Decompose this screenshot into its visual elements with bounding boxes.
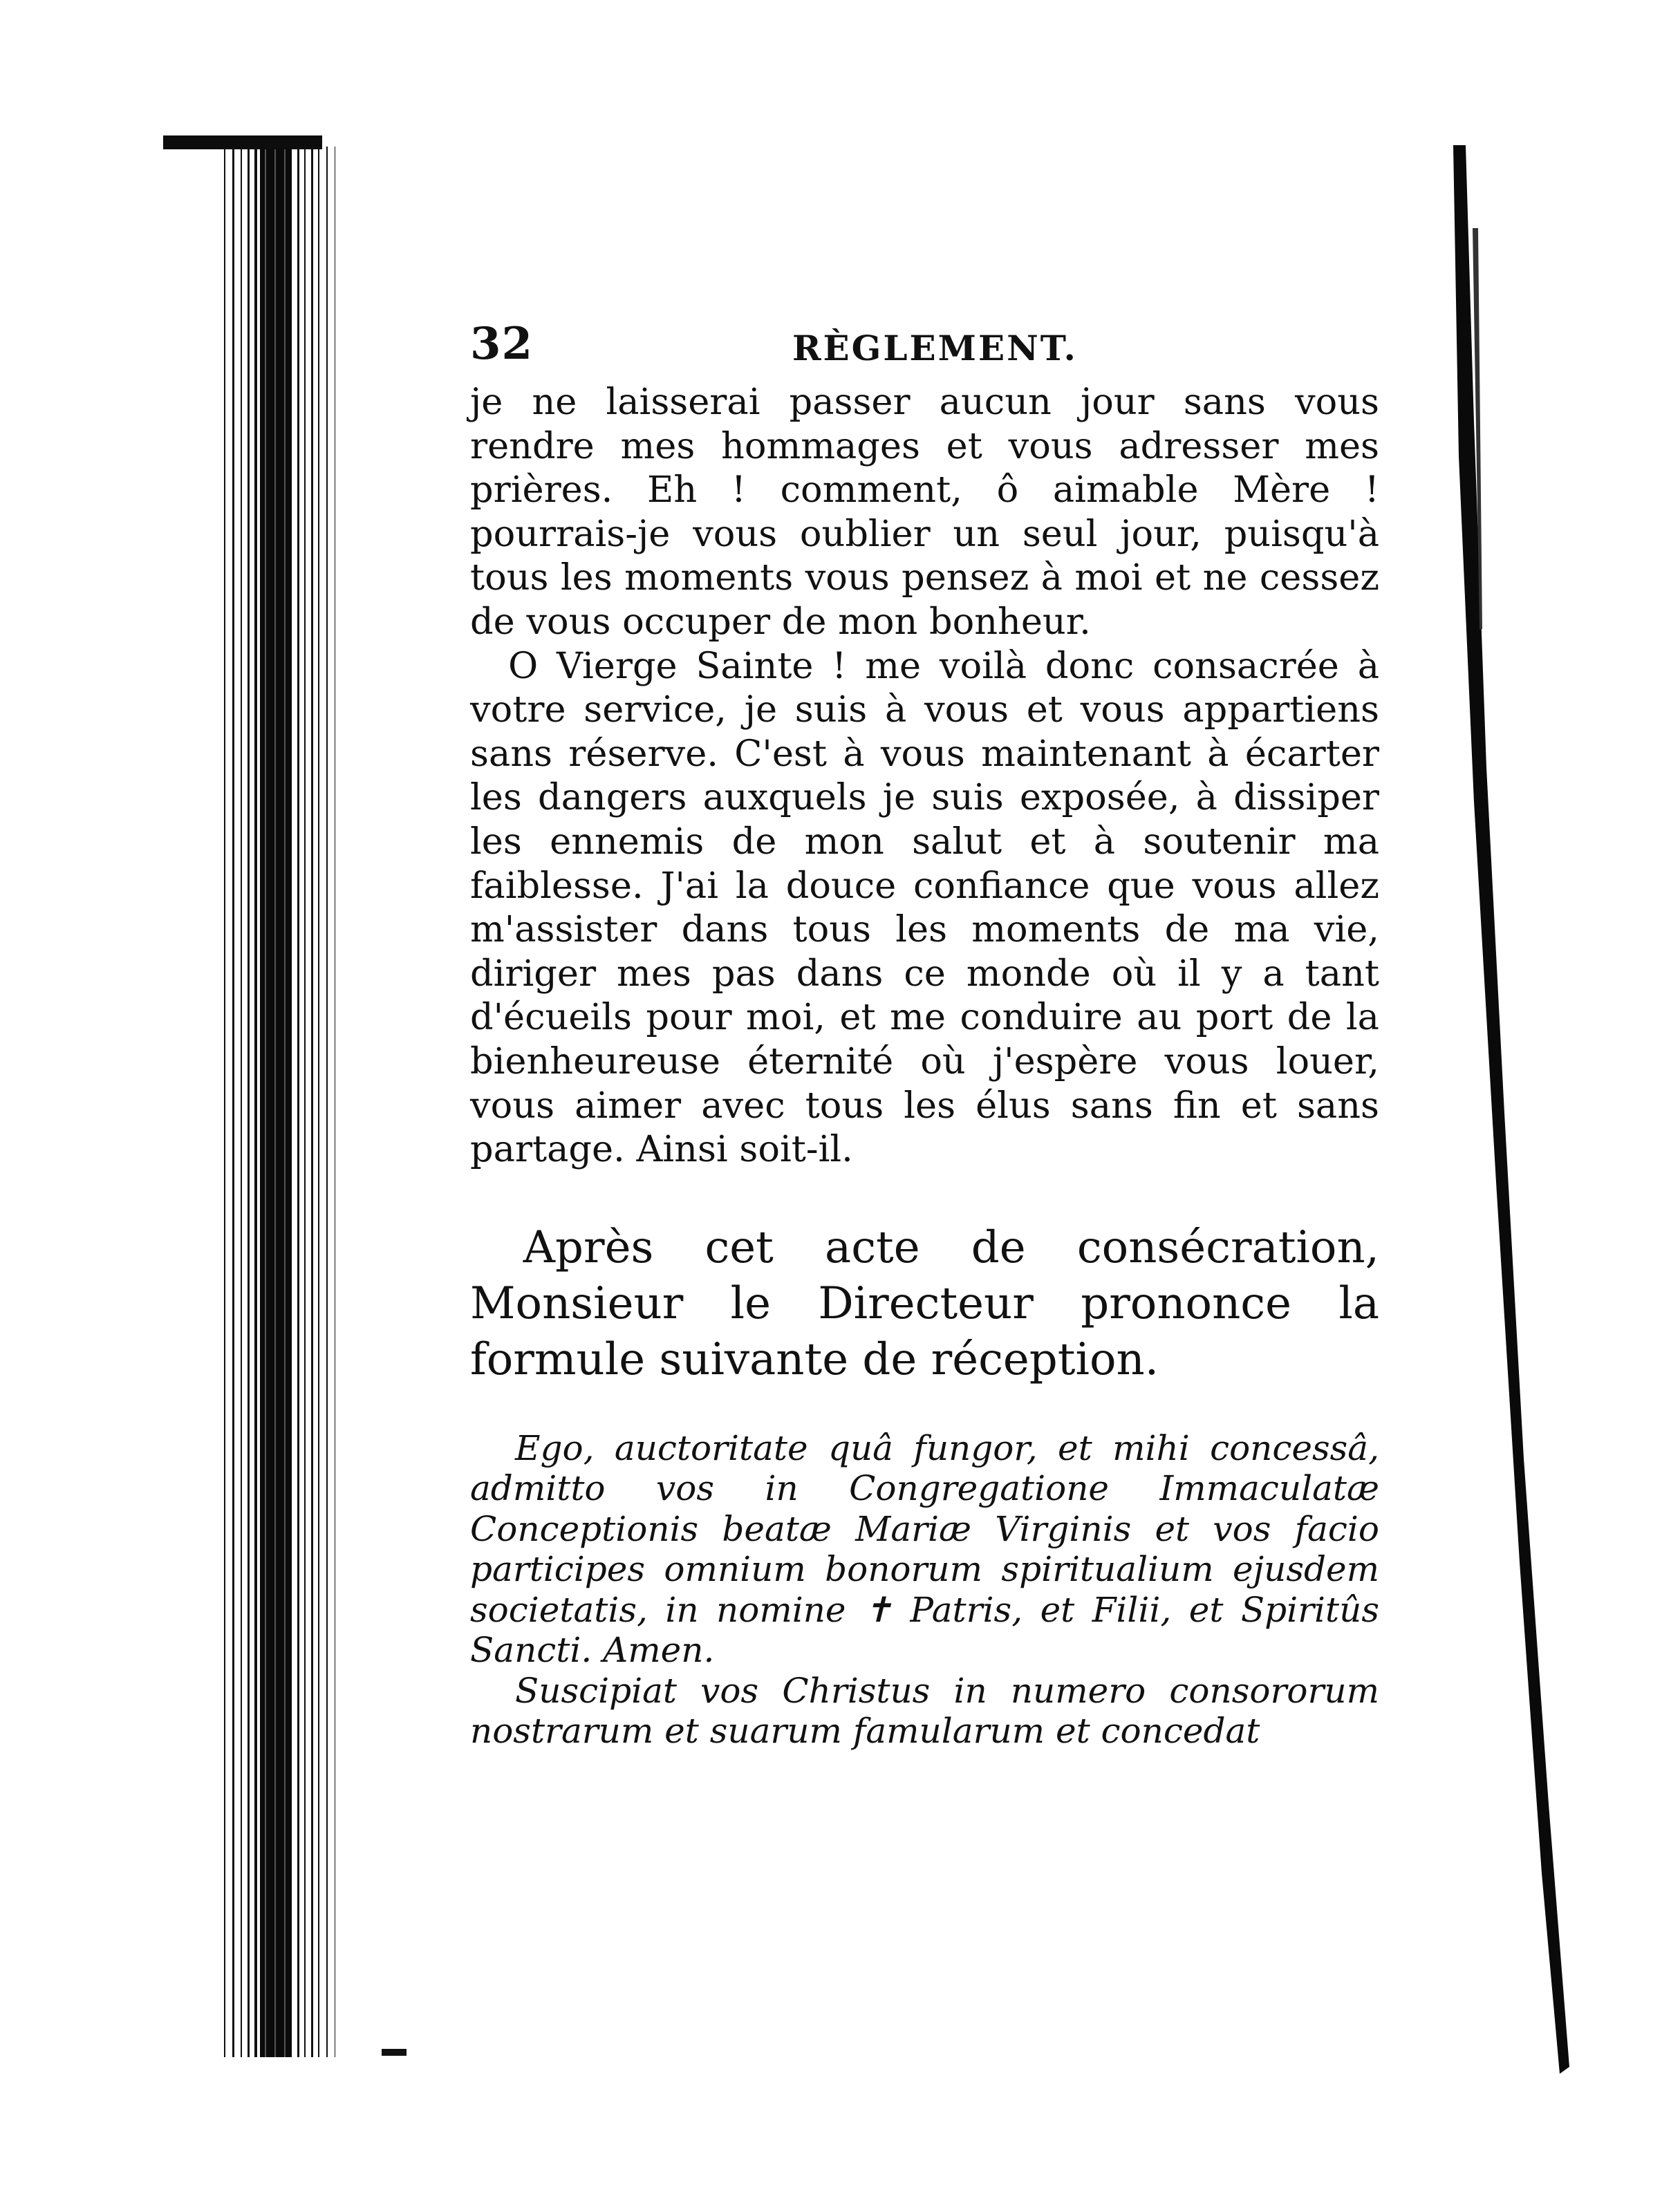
page-edge-line <box>254 147 257 2057</box>
bottom-ink-mark <box>382 2049 407 2056</box>
page-edge-line <box>326 147 328 2057</box>
latin-paragraph: Ego, auctoritate quâ fungor, et mihi concessâ, admitto vos in Congregatione Immaculatæ Conceptionis beatæ Mariæ Virginis et vos facio participes omnium bonorum spiritualium ejusdem societatis, in nomine ✝ Patris, et Filii, et Spiritûs Sancti. Amen. <box>470 1427 1379 1671</box>
latin-formula <box>470 1428 1379 1752</box>
right-page-shadow <box>1438 145 1604 2081</box>
page-edge-line <box>224 147 225 2057</box>
latin-paragraph: Suscipiat vos Christus in numero consororum nostrarum et suarum famularum et concedat <box>470 1670 1379 1752</box>
page-edge-line <box>318 147 319 2057</box>
page-edge-line <box>248 147 250 2057</box>
page-edge-line <box>297 147 299 2057</box>
running-head <box>470 304 1379 380</box>
prayer-text <box>470 380 1379 1172</box>
rubric-paragraph: Après cet acte de consécration, Monsieur le Directeur prononce la formule suivante de réception. <box>470 1221 1379 1385</box>
prayer-paragraph: O Vierge Sainte ! me voilà donc consacrée à votre service, je suis à vous et vous appartiens sans réserve. C'est à vous maintenant à écarter les dangers auxquels je suis exposée, à dissiper les ennemis de mon salut et à soutenir ma faiblesse. J'ai la douce confiance que vous allez m'assister dans tous les moments de ma vie, diriger mes pas dans ce monde où il y a tant d'écueils pour moi, et me conduire au port de la bienheureuse éternité où j'espère vous louer, vous aimer avec tous les élus sans fin et sans partage. Ainsi soit-il. <box>470 644 1379 1171</box>
page-edge-block <box>260 149 292 2057</box>
page-text <box>470 304 1379 1752</box>
page-edge-line <box>304 147 306 2057</box>
page-edge-line <box>241 147 242 2057</box>
page-edge-line <box>311 147 313 2057</box>
prayer-paragraph: je ne laisserai passer aucun jour sans vous rendre mes hommages et vous adresser mes prières. Eh ! comment, ô aimable Mère ! pourrais-je vous oublier un seul jour, puisqu'à tous les moments vous pensez à moi et ne cessez de vous occuper de mon bonheur. <box>470 381 1379 643</box>
page-edge-line <box>232 147 234 2057</box>
rubric-instruction <box>470 1220 1379 1388</box>
running-title: RÈGLEMENT. <box>792 328 1078 368</box>
page-number: 32 <box>470 318 534 370</box>
left-page-edges <box>163 135 371 2057</box>
